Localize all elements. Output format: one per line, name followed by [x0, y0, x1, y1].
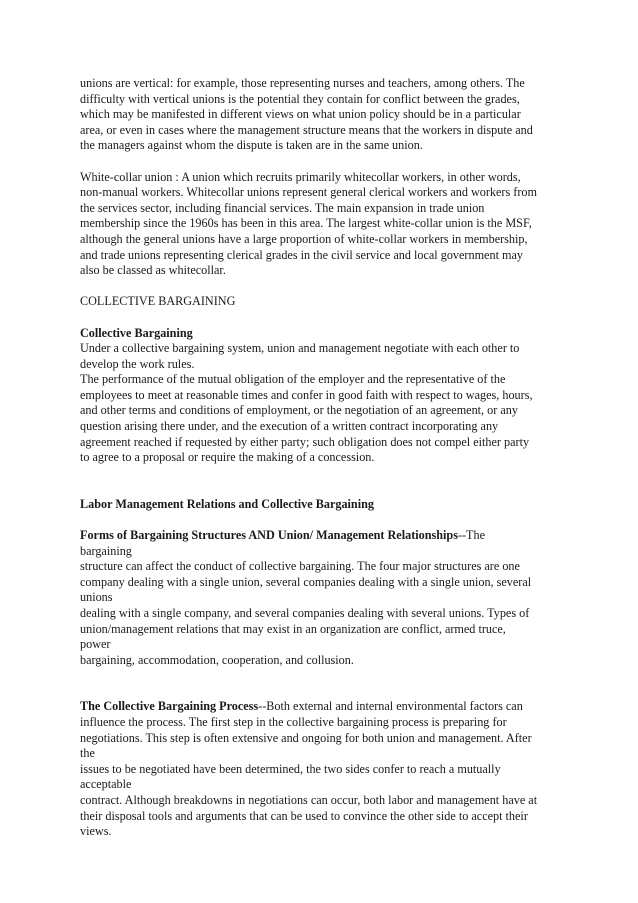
- paragraph-vertical-unions: [80, 76, 560, 154]
- text-line: White-collar union : A union which recruits primarily whitecollar workers, in other words,: [80, 169, 521, 184]
- text-line: bargaining, accommodation, cooperation, and collusion.: [80, 652, 354, 667]
- paragraph-collective-bargaining: [80, 326, 560, 466]
- text-line: the services sector, including financial services. The main expansion in trade union: [80, 200, 485, 215]
- text-line: develop the work rules.: [80, 356, 195, 371]
- section-heading: Labor Management Relations and Collective Bargaining: [80, 496, 374, 511]
- text-line: unions are vertical: for example, those representing nurses and teachers, among others. The: [80, 76, 525, 90]
- text-fragment: --The: [457, 528, 486, 543]
- text-line: power: [80, 637, 111, 652]
- text-line: dealing with a single company, and several companies dealing with several unions. Types of: [80, 606, 530, 620]
- text-line: the managers against whom the dispute is taken are in the same union.: [80, 138, 423, 153]
- subheading: Collective Bargaining: [80, 325, 193, 340]
- text-line: bargaining: [80, 543, 132, 558]
- paragraph-bargaining-process: [80, 699, 560, 839]
- text-line: agreement reached if requested by either party; such obligation does not compel either party: [80, 434, 530, 449]
- text-line: area, or even in cases where the management structure means that the workers in dispute and: [80, 122, 533, 137]
- text-line: also be classed as whitecollar.: [80, 263, 226, 278]
- text-line: company dealing with a single union, several companies dealing with a single union, several: [80, 574, 532, 589]
- text-line: influence the process. The first step in the collective bargaining process is preparing for: [80, 714, 507, 729]
- subheading: Forms of Bargaining Structures AND Union/ Management Relationships: [80, 528, 458, 543]
- text-line: contract. Although breakdowns in negotiations can occur, both labor and management have at: [80, 792, 538, 807]
- text-line: unions: [80, 590, 113, 605]
- paragraph-white-collar-union: [80, 170, 560, 279]
- text-line: Under a collective bargaining system, union and management negotiate with each other to: [80, 341, 520, 356]
- text-line: employees to meet at reasonable times and confer in good faith with respect to wages, hours,: [80, 387, 533, 402]
- paragraph-forms-of-bargaining: [80, 528, 560, 668]
- text-line: their disposal tools and arguments that can be used to convince the other side to accept their: [80, 808, 528, 823]
- text-line: non-manual workers. Whitecollar unions represent general clerical workers and workers from: [80, 185, 537, 200]
- text-line: to agree to a proposal or require the making of a concession.: [80, 450, 375, 465]
- text-line: The performance of the mutual obligation of the employer and the representative of the: [80, 372, 506, 387]
- text-line: and trade unions representing clerical grades in the civil service and local government may: [80, 247, 523, 262]
- subheading: The Collective Bargaining Process: [80, 699, 259, 714]
- text-line: union/management relations that may exist in an organization are conflict, armed truce,: [80, 621, 506, 636]
- text-line: negotiations. This step is often extensive and ongoing for both union and management. After: [80, 730, 532, 745]
- text-line: and other terms and conditions of employment, or the negotiation of an agreement, or any: [80, 403, 518, 418]
- text-line: difficulty with vertical unions is the potential they contain for conflict between the grades,: [80, 91, 520, 106]
- text-line: membership since the 1960s has been in this area. The largest white-collar union is the MSF,: [80, 216, 532, 231]
- text-line: question arising there under, and the execution of a written contract incorporating any: [80, 419, 499, 434]
- text-fragment: --Both external and internal environmental factors can: [258, 699, 523, 714]
- text-line: acceptable: [80, 777, 132, 792]
- section-heading: COLLECTIVE BARGAINING: [80, 294, 236, 309]
- text-line: structure can affect the conduct of collective bargaining. The four major structures are one: [80, 559, 520, 574]
- text-line: although the general unions have a large proportion of white-collar workers in membership,: [80, 231, 528, 246]
- text-line: the: [80, 746, 95, 761]
- text-line: which may be manifested in different views on what union policy should be in a particular: [80, 107, 521, 122]
- text-line: views.: [80, 824, 112, 839]
- document-page: [80, 76, 560, 840]
- text-line: issues to be negotiated have been determined, the two sides confer to reach a mutually: [80, 761, 501, 776]
